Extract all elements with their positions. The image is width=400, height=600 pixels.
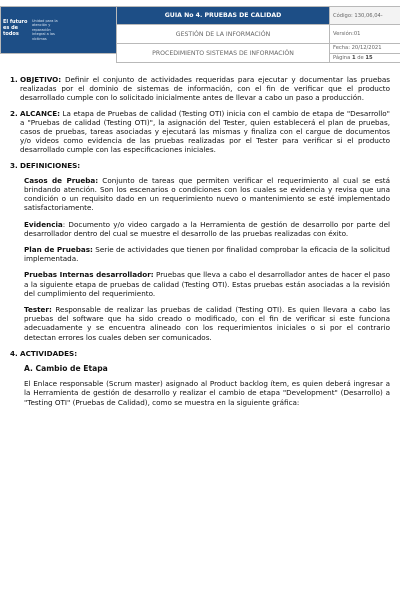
logo-sub-text: Unidad para la atención y reparación integral a las víctimas <box>32 18 58 41</box>
activity-subheading: A. Cambio de Etapa <box>24 364 108 374</box>
definition-entry <box>24 245 390 263</box>
definition-entry <box>24 176 390 213</box>
activities-heading <box>10 349 390 358</box>
document-date: Fecha: 20/12/2021 <box>330 44 400 54</box>
definitions-heading <box>10 161 390 170</box>
definition-entry <box>24 220 390 238</box>
document-code: Código: 130,06,04- <box>330 7 400 25</box>
document-body <box>10 75 390 414</box>
definition-term: Tester: <box>24 305 52 315</box>
section-heading: OBJETIVO: <box>20 75 62 84</box>
definition-text: Pruebas que lleva a cabo el desarrollador antes de hacer el paso a la siguiente etapa de pruebas de calidad (Testing OTI). Estas pruebas están asociadas a la revisión del cumplimiento del requerimiento. <box>24 270 390 298</box>
logo-main-text: El futuro es de todos <box>3 18 28 37</box>
section-number: 3. <box>10 160 18 170</box>
document-header <box>0 6 400 63</box>
document-subtitle: GESTIÓN DE LA INFORMACIÓN <box>117 25 330 44</box>
definition-text: Conjunto de tareas que permiten verificar el requerimiento al cual se está brindando atención. Son los escenarios o condiciones con los cuales se evidencia y revisa que una condición o un requisito dado en un requerimiento nuevo o mantenimiento se esté implementado satisfactoriamente. <box>24 175 390 213</box>
page-total: 15 <box>365 54 373 61</box>
section-heading: ALCANCE: <box>20 108 61 118</box>
section-number: 4. <box>10 348 18 358</box>
section-text: La etapa de Pruebas de calidad (Testing OTI) inicia con el cambio de etapa de "Desarrollo" a "Pruebas de calidad (Testing OTI)", la asignación del Tester, quien establecerá el plan de pruebas, casos de pruebas, tareas asociadas y ejecutará las mismas y finaliza con el cargue de documentos y/o videos como evidencia de las pruebas realizadas por el Tester para verificar si el producto desarrollado cumple con las especificaciones iniciales. <box>20 108 390 155</box>
definition-entry <box>24 305 390 342</box>
document-procedure: PROCEDIMIENTO SISTEMAS DE INFORMACIÓN <box>117 44 330 63</box>
definition-term: Pruebas Internas desarrollador: <box>24 270 154 280</box>
activity-text: El Enlace responsable (Scrum master) asignado al Product backlog ítem, es quien deberá ingresar a la Herramienta de gestión de desarrollo y realizar el cambio de etapa "Development" (Desarrollo) a "Testing OTI" (Pruebas de Calidad), como se muestra en la siguiente gráfica: <box>24 379 390 407</box>
definition-text: : Documento y/o video cargado a la Herramienta de gestión de desarrollo por parte del desarrollador dentro del cual se muestre el desarrollo de las pruebas realizadas con éxito. <box>24 219 390 238</box>
section-text: Definir el conjunto de actividades requeridas para ejecutar y documentar las pruebas realizadas por el dominio de sistemas de información, con el fin de verificar que el producto desarrollado cumple con lo solicitado inicialmente antes de llevar a cabo un paso a producción. <box>20 75 390 103</box>
page-current: 1 <box>351 54 356 61</box>
scope-section <box>10 109 390 155</box>
document-title: GUIA No 4. PRUEBAS DE CALIDAD <box>117 7 330 25</box>
section-heading: DEFINICIONES: <box>20 160 81 170</box>
page-mid: de <box>355 54 366 61</box>
definition-text: Responsable de realizar las pruebas de calidad (Testing OTI). Es quien llevara a cabo las pruebas del software que ha sido creado o modificado, con el fin de verificar si este funciona adecuadamente y se encuentra alineado con los requerimientos iniciales o si por el contrario detectan errores los cuales deben ser comunicados. <box>24 305 390 342</box>
section-heading: ACTIVIDADES: <box>20 348 78 358</box>
definition-term: Casos de Prueba: <box>24 175 99 185</box>
section-number: 1. <box>10 75 18 84</box>
header-spacer <box>1 53 117 63</box>
objective-section <box>10 75 390 103</box>
logo <box>1 7 117 54</box>
page-number <box>330 53 400 63</box>
page-prefix: Página <box>333 54 352 61</box>
section-number: 2. <box>10 108 18 118</box>
definition-entry <box>24 270 390 298</box>
document-version: Versión:01 <box>330 25 400 44</box>
definition-text: Serie de actividades que tienen por finalidad comprobar la eficacia de la solicitud implementada. <box>24 245 390 264</box>
definition-term: Plan de Pruebas: <box>24 245 93 255</box>
definition-term: Evidencia <box>24 219 63 229</box>
